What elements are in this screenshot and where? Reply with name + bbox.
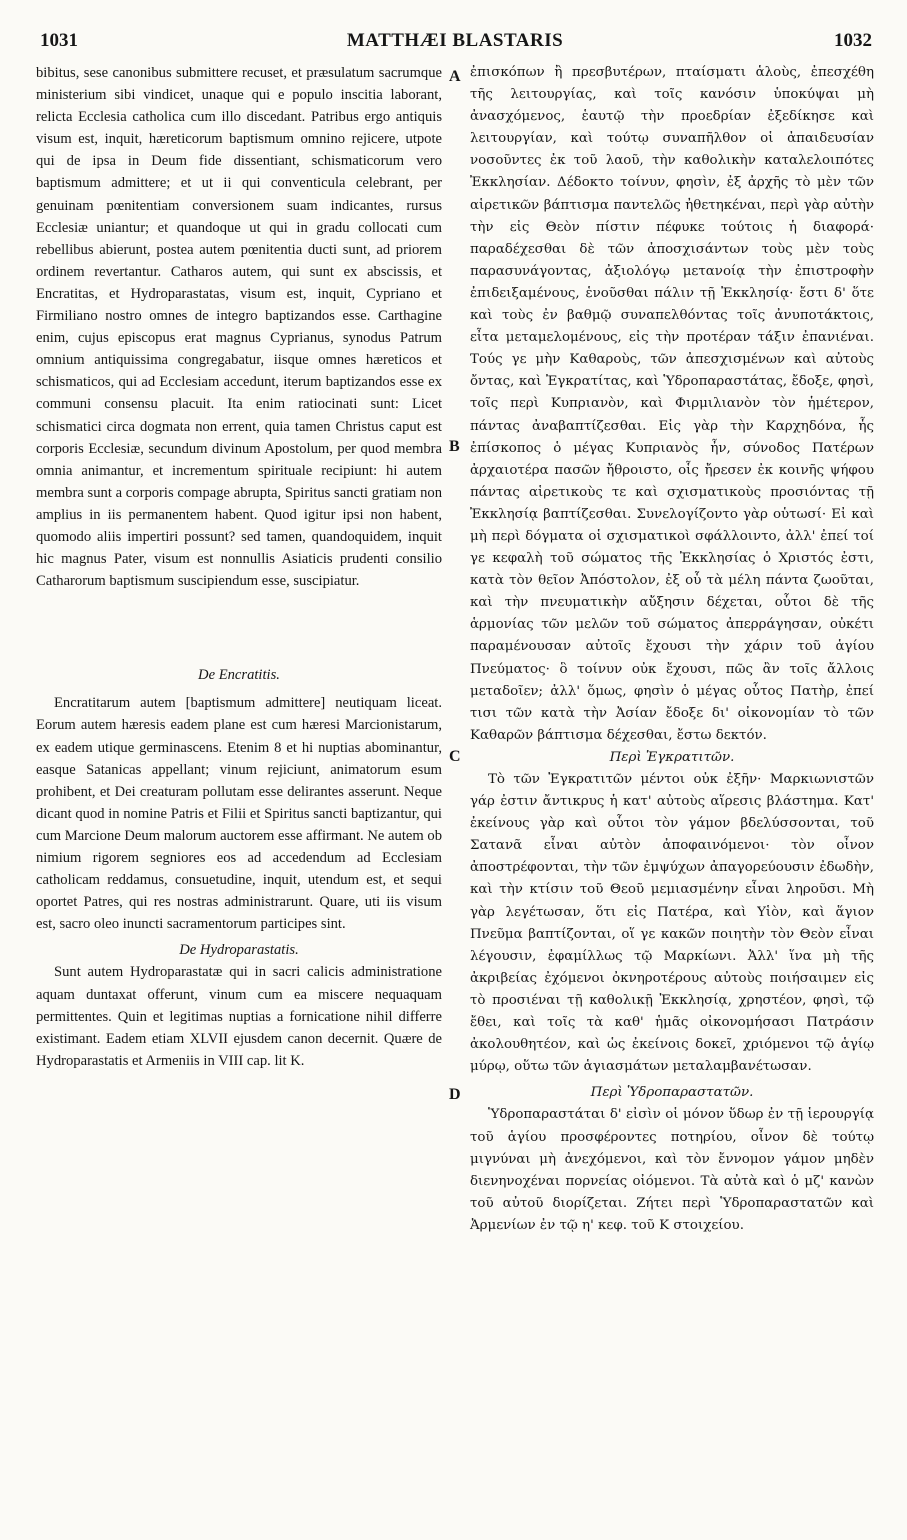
margin-marker-c: C (449, 748, 461, 765)
page-number-left: 1031 (40, 30, 78, 51)
margin-marker-a: A (449, 68, 461, 85)
latin-paragraph-2: Encratitarum autem [baptismum admittere] neutiquam liceat. Eorum autem hæresis eadem plane est cum hæresi Marcionistarum, ex eadem utique germinascens. Etenim 8 et hi nuptias abominantur, easque Satanicas appellant; vinum rejiciunt, animatorum esum prohibent, et Dei creaturam pollutam esse delirantes asserunt. Neque dicant quod in nomine Patris et Filii et Spiritus sancti baptizantur, qui cum Marcione Deum malorum auctorem esse affirmant. Ne autem ob nimium rigorem segniores eos ad accedendum ad Ecclesiam catholicam reddamus, consuetudine, inquit, utendum est, et sequi oportet Patres, qui res nostras administrarunt. Quare, uti iis visum est, sacro oleo inuncti sacramentorum participes sint. (36, 695, 442, 933)
margin-marker-b: B (449, 438, 460, 455)
page-header (38, 30, 872, 60)
greek-heading-encratitae: Περὶ Ἐγκρατιτῶν. (609, 749, 735, 765)
latin-paragraph-1: bibitus, sese canonibus submittere recuset, et præsulatum sacrumque ministerium sibi vindicet, unaque qui e populo inscitia laborant, relicta Ecclesia catholica cum illo discedant. Patribus ergo antiquis visum est, inquit, hæreticorum baptismum omnino rejicere, utpote qui de ipsa in Deum fide dissentiant, schismaticorum vero baptismum admittere; et ut ii qui conventicula celebrant, per genuinam pœnitentiam conversionem suam indicantes, rursus Ecclesiæ uniantur; et quandoque ut qui in gradu collocati cum rebellibus abierunt, postea autem pœnitentia ducti sunt, ad priorem ordinem revertantur. Catharos autem, qui sunt ex abscissis, et Encratitas, et Hydroparastatas, visum est, inquit, Cypriano et Firmiliano nostro omnes de integro baptizandos esse. Carthagine enim, cujus episcopus erat magnus Cyprianus, synodus Patrum omnium antiquissima congregabatur, iisque omnes hæreticos et schismaticos, qui ad Ecclesiam accedunt, iterum baptizandos esse ex communi consensu placuit. Ita enim ratiocinati sunt: Licet schismatici circa dogmata non errent, quia tamen Christus caput est corporis Ecclesiæ, secundum divinum Apostolum, per quod membra omnia animantur, et incrementum spirituale recipiunt: hi autem membra sunt a corporis compage abrupta, Spiritus sancti gratiam non amplius in iis permanentem habent. Quod igitur ipsi non habent, quomodo aliis impertiri possunt? sed tamen, quandoquidem, inquit hic magnus Pater, visum est nonnullis Asiaticis prudenti consilio Catharorum baptismum suscipiendum esse, suscipiatur. (36, 65, 442, 590)
running-title: MATTHÆI BLASTARIS (346, 30, 564, 51)
greek-paragraph-3: Ὑδροπαραστάται δ' εἰσὶν οἱ μόνον ὕδωρ ἐν τῇ ἱερουργίᾳ τοῦ ἁγίου προσφέροντες ποτηρίου, οἶνον δὲ τούτῳ μιγνύναι μὴ ἀνεχόμενοι, καὶ τὸν ἔννομον γάμον μηδὲν διενηνοχέναι πορνείας οἰόμενοι. Τὰ αὐτὰ καὶ ὁ μζ' κανὼν τοῦ αὐτοῦ διορίζεται. Ζήτει περὶ Ὑδροπαραστατῶν καὶ Ἀρμενίων ἐν τῷ η' κεφ. τοῦ Κ στοιχείου. (470, 1107, 874, 1233)
latin-heading-encratitae: De Encratitis. (198, 667, 280, 684)
latin-paragraph-3: Sunt autem Hydroparastatæ qui in sacri calicis administratione aquam duntaxat offerunt, vinum cum ea miscere nequaquam permittentes. Quin et legitimas nuptias a fornicatione nihil differre existimant. Eadem etiam XLVII ejusdem canon decernit. Quære de Hydroparastatis et Armeniis in VIII cap. lit K. (36, 964, 442, 1069)
latin-column (36, 62, 442, 1072)
greek-column (470, 62, 874, 1237)
latin-heading-hydroparastatae: De Hydroparastatis. (179, 942, 299, 959)
page-number-right: 1032 (834, 30, 872, 51)
greek-paragraph-2: Τὸ τῶν Ἐγκρατιτῶν μέντοι οὐκ ἐξῆν· Μαρκιωνιστῶν γάρ ἐστιν ἄντικρυς ἡ κατ' αὐτοὺς αἵρεσις βλάστημα. Κατ' ἐκείνους γὰρ καὶ οὗτοι τὸν γάμον βδελύσσονται, τοῦ Σατανᾶ εἶναι αὐτὸν ἀποφαινόμενοι· τὸν οἶνον ἀποστρέφονται, τὴν τῶν ἐμψύχων ἀπαγορεύουσιν ἐδωδὴν, καὶ τὴν κτίσιν τοῦ Θεοῦ μεμιασμένην εἶναι ληροῦσι. Μὴ γὰρ λεγέτωσαν, ὅτι εἰς Πατέρα, καὶ Υἱὸν, καὶ ἅγιον Πνεῦμα βαπτίζονται, οἵ γε κακῶν ποιητὴν τὸν Θεὸν εἶναι λέγουσιν, ἐφαμίλλως τῷ Μαρκίωνι. Ἀλλ' ἵνα μὴ τῆς ἀκριβείας ἐχόμενοι ὀκνηροτέρους αὐτοὺς ποιήσαιμεν εἰς τὸ προσιέναι τῇ καθολικῇ Ἐκκλησίᾳ, χρηστέον, φησὶ, τῷ ἔθει, καὶ τοῖς τὰ καθ' ἡμᾶς οἰκονομήσασι Πατράσιν ἀκολουθητέον, καὶ ὡς ἐκείνοις δοκεῖ, χριόμενοι τῷ ἁγίῳ μύρῳ, οὕτω τῶν ἁγιασμάτων μεταλαμβανέτωσαν. (470, 772, 874, 1075)
margin-marker-d: D (449, 1086, 461, 1103)
greek-paragraph-1: ἐπισκόπων ἢ πρεσβυτέρων, πταίσματι ἁλοὺς, ἐπεσχέθη τῆς λειτουργίας, καὶ τοῖς κανόσιν ὑποκύψαι μὴ ἀνασχόμενος, ἑαυτῷ τὴν προεδρίαν ἐξεδίκησε καὶ λειτουργίαν, καὶ τούτῳ συναπῆλθον οἱ ἀπαιδευσίαν νοσοῦντες ἐκ τοῦ λαοῦ, τὴν καθολικὴν καταλελοιπότες Ἐκκλησίαν. Δέδοκτο τοίνυν, φησὶν, ἐξ ἀρχῆς τὸ μὲν τῶν αἱρετικῶν βάπτισμα παντελῶς ἠθετηκέναι, περὶ γὰρ αὐτὴν τὴν εἰς Θεὸν πίστιν πέφυκε τούτοις ἡ διαφορά· παραδέχεσθαι δὲ τῶν ἀποσχισάντων τοὺς μὲν τοὺς παρασυνάγοντας, ἀξιολόγῳ μετανοίᾳ τὴν ἐπιστροφὴν ἐπιδειξαμένους, ἑνοῦσθαι πάλιν τῇ Ἐκκλησίᾳ· ἔστι δ' ὅτε καὶ τοὺς ἐν βαθμῷ συναπελθόντας τοῖς ἀνυποτάκτοις, εἶτα μεταμελομένους, εἰς τὴν προτέραν τάξιν ἐπανιέναι. Τούς γε μὴν Καθαροὺς, τῶν ἀπεσχισμένων καὶ αὐτοὺς ὄντας, καὶ Ἐγκρατίτας, καὶ Ὑδροπαραστάτας, ἔδοξε, φησὶ, τοῖς περὶ Κυπριανὸν, καὶ Φιρμιλιανὸν τὸν ἡμέτερον, πάντας ἀναβαπτίζεσθαι. Εἰς γὰρ τὴν Καρχηδόνα, ἧς ἐπίσκοπος ὁ μέγας Κυπριανὸς ἦν, σύνοδος Πατέρων ἀρχαιοτέρα πασῶν ἤθροιστο, οἷς ἤρεσεν ἐκ κοινῆς ψήφου πάντας αἱρετικοὺς τε καὶ σχισματικοὺς προσιόντας τῇ Ἐκκλησίᾳ βαπτίζεσθαι. Συνελογίζοντο γὰρ οὑτωσί· Εἰ καὶ μὴ περὶ δόγματα οἱ σχισματικοὶ σφάλλοιντο, ἀλλ' ἐπεί τοί γε κεφαλὴ τοῦ σώματος τῆς Ἐκκλησίας ὁ Χριστός ἐστι, κατὰ τὸν θεῖον Ἀπόστολον, ἐξ οὗ τὰ μέλη πάντα ζωοῦται, καὶ τὴν πνευματικὴν αὔξησιν δέχεται, οὗτοι δὲ τῆς ἁρμονίας τῶν μελῶν τοῦ σώματος ἀπερράγησαν, οὐκέτι παραμένουσαν αὐτοῖς ἔχουσι τὴν χάριν τοῦ ἁγίου Πνεύματος· ὃ τοίνυν οὐκ ἔχουσι, πῶς ἂν τοῖς ἄλλοις μεταδοῖεν; ἀλλ' ὅμως, φησὶν ὁ μέγας οὗτος Πατὴρ, ἐπεί τισι τῶν κατὰ τὴν Ἀσίαν ἔδοξε δι' οἰκονομίαν τὸ τῶν Καθαρῶν βάπτισμα δέχεσθαι, ἔστω δεκτόν. (470, 65, 874, 743)
greek-heading-hydroparastatae: Περὶ Ὑδροπαραστατῶν. (590, 1085, 754, 1101)
